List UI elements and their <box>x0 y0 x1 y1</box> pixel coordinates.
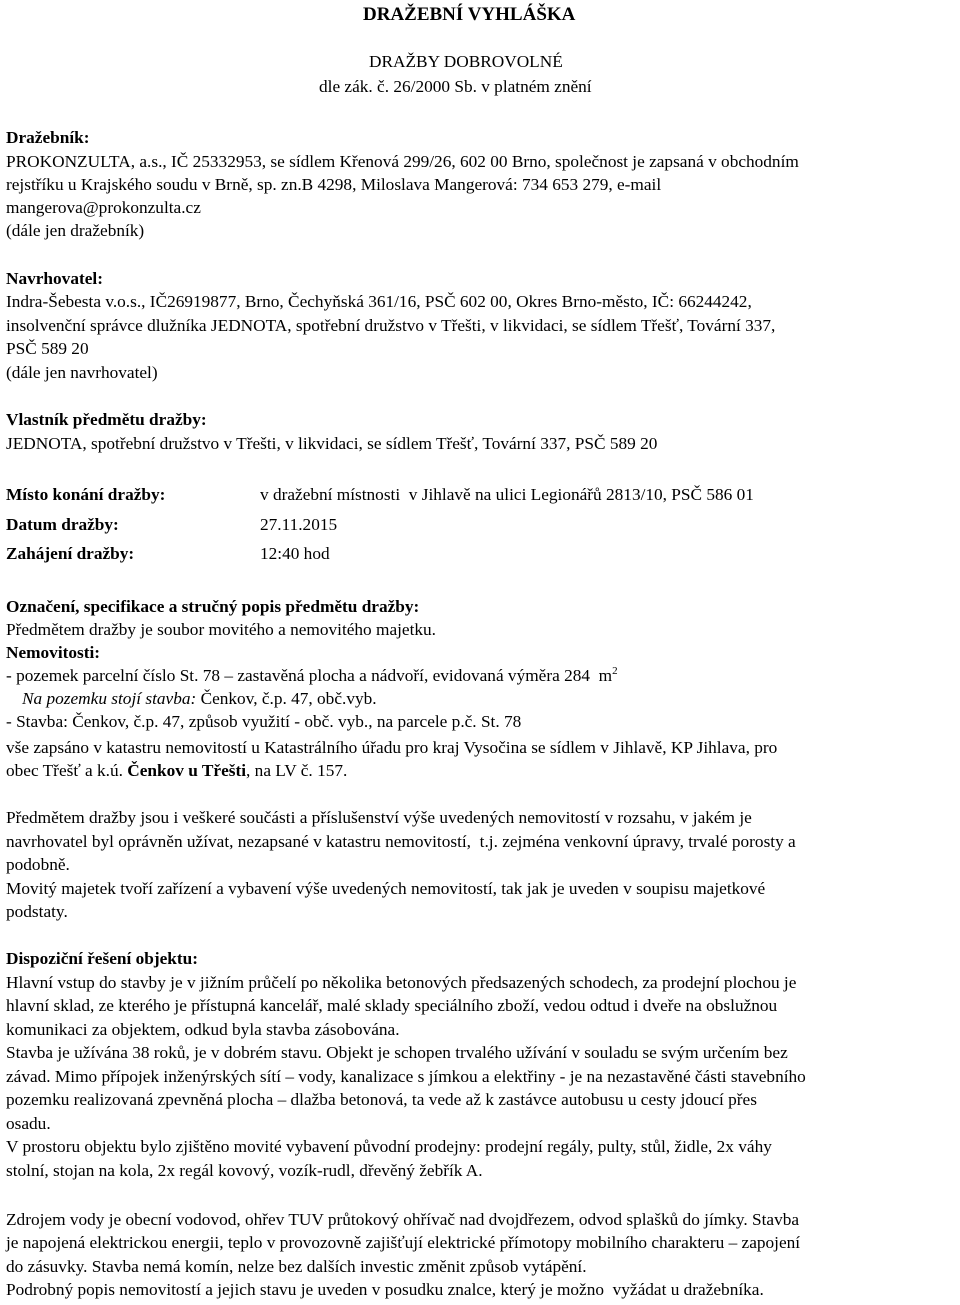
layout-line: Stavba je užívána 38 roků, je v dobrém stavu. Objekt je schopen trvalého užívání v souladu se svým určením bez <box>6 1043 788 1062</box>
layout-heading: Dispoziční řešení objektu: <box>6 949 199 968</box>
auctioneer-line: PROKONZULTA, a.s., IČ 25332953, se sídlem Křenová 299/26, 602 00 Brno, společnost je zapsaná v obchodním <box>6 152 799 171</box>
auctioneer-line: rejstříku u Krajského soudu v Brně, sp. zn.B 4298, Miloslava Mangerová: 734 653 279, e-mail <box>6 175 662 194</box>
legal-basis: dle zák. č. 26/2000 Sb. v platném znění <box>319 77 592 96</box>
layout-line: komunikaci za objektem, odkud byla stavba zásobována. <box>6 1020 400 1039</box>
cadastral-area: Čenkov u Třešti <box>127 761 247 780</box>
registry-text: , na LV č. 157. <box>246 761 348 780</box>
layout-line: stolní, stojan na kola, 2x regál kovový, vozík-rudl, dřevěný žebřík A. <box>6 1161 483 1180</box>
proposer-line: insolvenční správce dlužníka JEDNOTA, spotřební družstvo v Třešti, v likvidaci, se sídlem Třešť, Tovární 337, <box>6 316 776 335</box>
owner-heading: Vlastník předmětu dražby: <box>6 410 207 429</box>
venue-value: v dražební místnosti v Jihlavě na ulici Legionářů 2813/10, PSČ 586 01 <box>260 485 754 504</box>
building-line: - Stavba: Čenkov, č.p. 47, způsob využití - obč. vyb., na parcele p.č. St. 78 <box>6 712 522 731</box>
date-label: Datum dražby: <box>6 515 119 534</box>
building-on-land-label: Na pozemku stojí stavba: <box>22 689 197 708</box>
layout-line: osadu. <box>6 1114 51 1133</box>
layout-line: hlavní sklad, ze kterého je přístupná kancelář, malé sklady speciálního zboží, vedou odtud i dveře na obslužnou <box>6 996 778 1015</box>
document-subtitle: DRAŽBY DOBROVOLNÉ <box>369 52 563 71</box>
layout-line: závad. Mimo přípojek inženýrských sítí – vody, kanalizace s jímkou a elektřiny - je na nezastavěné části stavebního <box>6 1067 806 1086</box>
utilities-line: je napojená elektrickou energii, teplo v provozovně zajišťují elektrické přímotopy mobilního charakteru – zapojení <box>6 1233 801 1252</box>
parcel-unit-superscript: 2 <box>612 665 618 677</box>
real-estate-heading: Nemovitosti: <box>6 643 101 662</box>
owner-line: JEDNOTA, spotřební družstvo v Třešti, v likvidaci, se sídlem Třešť, Tovární 337, PSČ 589 20 <box>6 434 658 453</box>
subject-heading: Označení, specifikace a stručný popis předmětu dražby: <box>6 597 420 616</box>
auctioneer-note: (dále jen dražebník) <box>6 221 145 240</box>
subject-intro: Předmětem dražby je soubor movitého a nemovitého majetku. <box>6 620 436 639</box>
layout-line: V prostoru objektu bylo zjištěno movité vybavení původní prodejny: prodejní regály, pulty, stůl, židle, 2x váhy <box>6 1137 772 1156</box>
date-value: 27.11.2015 <box>260 515 338 534</box>
proposer-line: PSČ 589 20 <box>6 339 89 358</box>
layout-line: pozemku realizovaná zpevněná plocha – dlažba betonová, ta vede až k zastávce autobusu u cesty jdoucí přes <box>6 1090 757 1109</box>
registry-line: vše zapsáno v katastru nemovitostí u Katastrálního úřadu pro kraj Vysočina se sídlem v Jihlavě, KP Jihlava, pro <box>6 738 778 757</box>
proposer-line: Indra-Šebesta v.o.s., IČ26919877, Brno, Čechyňská 361/16, PSČ 602 00, Okres Brno-město, IČ: 66244242, <box>6 292 752 311</box>
utilities-line: do zásuvky. Stavba nemá komín, nelze bez dalších investic změnit způsob vytápění. <box>6 1257 587 1276</box>
movables-line: Movitý majetek tvoří zařízení a vybavení výše uvedených nemovitostí, tak jak je uveden v soupisu majetkové <box>6 879 766 898</box>
proposer-note: (dále jen navrhovatel) <box>6 363 158 382</box>
building-on-land-value: Čenkov, č.p. 47, obč.vyb. <box>196 689 377 708</box>
proposer-heading: Navrhovatel: <box>6 269 103 288</box>
accessories-line: podobně. <box>6 855 70 874</box>
document-title: DRAŽEBNÍ VYHLÁŠKA <box>363 4 576 25</box>
start-label: Zahájení dražby: <box>6 544 135 563</box>
start-value: 12:40 hod <box>260 544 330 563</box>
building-on-land-line <box>22 687 377 710</box>
movables-line: podstaty. <box>6 902 68 921</box>
accessories-line: Předmětem dražby jsou i veškeré součásti a příslušenství výše uvedených nemovitostí v rozsahu, v jakém je <box>6 808 752 827</box>
appraisal-note: Podrobný popis nemovitostí a jejich stavu je uveden v posudku znalce, který je možno vyžádat u dražebníka. <box>6 1280 764 1299</box>
registry-line <box>6 759 347 782</box>
accessories-line: navrhovatel byl oprávněn užívat, nezapsané v katastru nemovitostí, t.j. zejména venkovní úpravy, trvalé porosty a <box>6 832 796 851</box>
parcel-text: - pozemek parcelní číslo St. 78 – zastavěná plocha a nádvoří, evidovaná výměra 284 m <box>6 666 613 685</box>
venue-label: Místo konání dražby: <box>6 485 166 504</box>
utilities-line: Zdrojem vody je obecní vodovod, ohřev TUV průtokový ohřívač nad dvojdřezem, odvod splašků do jímky. Stavba <box>6 1210 800 1229</box>
registry-text: obec Třešť a k.ú. <box>6 761 128 780</box>
layout-line: Hlavní vstup do stavby je v jižním průčelí po několika betonových předsazených schodech, za prodejní plochou je <box>6 973 797 992</box>
auctioneer-email: mangerova@prokonzulta.cz <box>6 198 201 217</box>
auctioneer-heading: Dražebník: <box>6 128 90 147</box>
